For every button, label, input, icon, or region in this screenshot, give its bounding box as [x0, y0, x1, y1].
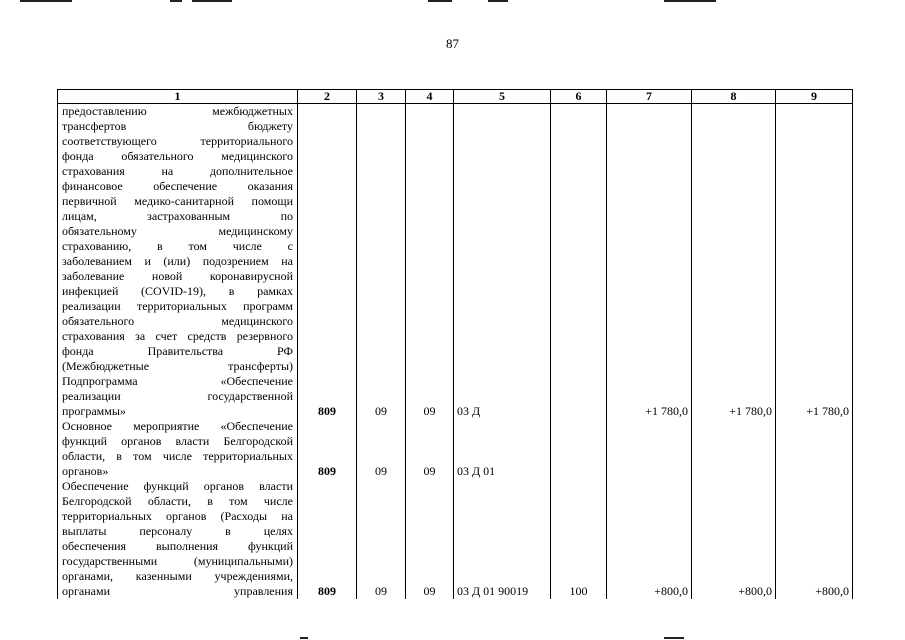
cell-expense-type [551, 104, 607, 375]
description-line: фонда обязательного медицинского [62, 149, 293, 163]
scan-mark [488, 0, 508, 2]
description-line: Основное мероприятие «Обеспечение [62, 419, 293, 433]
cell-section: 09 [357, 419, 406, 479]
table-row [58, 104, 853, 375]
column-header: 4 [406, 90, 454, 104]
cell-amount-3: +800,0 [776, 479, 853, 599]
cell-amount-2: +1 780,0 [692, 374, 776, 419]
cell-amount-2: +800,0 [692, 479, 776, 599]
column-header: 6 [551, 90, 607, 104]
cell-section [357, 104, 406, 375]
row-description [58, 419, 298, 479]
description-line: Белгородской области, в том числе [62, 494, 293, 508]
cell-amount-1 [607, 104, 692, 375]
column-header: 2 [298, 90, 357, 104]
cell-target-article: 03 Д [454, 374, 551, 419]
cell-amount-3: +1 780,0 [776, 374, 853, 419]
description-line: выплаты персоналу в целях [62, 524, 293, 538]
cell-section: 09 [357, 374, 406, 419]
column-header: 8 [692, 90, 776, 104]
description-line: органами управления [62, 584, 293, 598]
header-row [58, 90, 853, 104]
description-line: предоставлению межбюджетных [62, 104, 293, 118]
description-line: реализации территориальных программ [62, 299, 293, 313]
cell-admin-code: 809 [298, 419, 357, 479]
cell-section: 09 [357, 479, 406, 599]
column-header: 3 [357, 90, 406, 104]
description-line: органами, казенными учреждениями, [62, 569, 293, 583]
cell-amount-3 [776, 104, 853, 375]
scan-mark [300, 637, 308, 639]
cell-amount-1 [607, 419, 692, 479]
description-line: инфекцией (COVID-19), в рамках [62, 284, 293, 298]
description-line: Подпрограмма «Обеспечение [62, 374, 293, 388]
budget-table [57, 89, 853, 599]
column-header: 7 [607, 90, 692, 104]
description-line: заболевание новой коронавирусной [62, 269, 293, 283]
cell-target-article: 03 Д 01 [454, 419, 551, 479]
description-line: области, в том числе территориальных [62, 449, 293, 463]
table-row [58, 374, 853, 419]
row-description [58, 479, 298, 599]
description-line: заболеванием и (или) подозрением на [62, 254, 293, 268]
column-header: 5 [454, 90, 551, 104]
cell-amount-2 [692, 419, 776, 479]
column-header: 1 [58, 90, 298, 104]
description-line: лицам, застрахованным по [62, 209, 293, 223]
description-line: (Межбюджетные трансферты) [62, 359, 293, 373]
description-line: страхования на дополнительное [62, 164, 293, 178]
cell-admin-code [298, 104, 357, 375]
description-line: Обеспечение функций органов власти [62, 479, 293, 493]
cell-amount-1: +1 780,0 [607, 374, 692, 419]
cell-expense-type [551, 419, 607, 479]
row-description [58, 104, 298, 375]
description-line: первичной медико-санитарной помощи [62, 194, 293, 208]
cell-amount-3 [776, 419, 853, 479]
cell-subsection: 09 [406, 419, 454, 479]
description-line: государственными (муниципальными) [62, 554, 293, 568]
cell-subsection: 09 [406, 374, 454, 419]
scan-mark [428, 0, 452, 2]
cell-subsection: 09 [406, 479, 454, 599]
cell-expense-type [551, 374, 607, 419]
cell-amount-2 [692, 104, 776, 375]
description-line: страхования за счет средств резервного [62, 329, 293, 343]
description-line: обязательного медицинского [62, 314, 293, 328]
cell-target-article: 03 Д 01 90019 [454, 479, 551, 599]
description-line: финансовое обеспечение оказания [62, 179, 293, 193]
scan-mark [664, 0, 716, 2]
description-line: территориальных органов (Расходы на [62, 509, 293, 523]
row-description [58, 374, 298, 419]
description-line: реализации государственной [62, 389, 293, 403]
cell-target-article [454, 104, 551, 375]
scan-mark [192, 0, 232, 2]
scan-mark [664, 637, 684, 639]
cell-amount-1: +800,0 [607, 479, 692, 599]
description-line: программы» [62, 404, 126, 418]
scan-mark [170, 0, 182, 2]
table-row [58, 419, 853, 479]
cell-subsection [406, 104, 454, 375]
description-line: соответствующего территориального [62, 134, 293, 148]
description-line: обязательному медицинскому [62, 224, 293, 238]
scan-mark [20, 0, 72, 2]
description-line: страхованию, в том числе с [62, 239, 293, 253]
cell-admin-code: 809 [298, 374, 357, 419]
description-line: органов» [62, 464, 109, 478]
table-row [58, 479, 853, 599]
cell-expense-type: 100 [551, 479, 607, 599]
page-number: 87 [446, 36, 459, 51]
cell-admin-code: 809 [298, 479, 357, 599]
description-line: фонда Правительства РФ [62, 344, 293, 358]
description-line: обеспечения выполнения функций [62, 539, 293, 553]
description-line: функций органов власти Белгородской [62, 434, 293, 448]
description-line: трансфертов бюджету [62, 119, 293, 133]
column-header: 9 [776, 90, 853, 104]
